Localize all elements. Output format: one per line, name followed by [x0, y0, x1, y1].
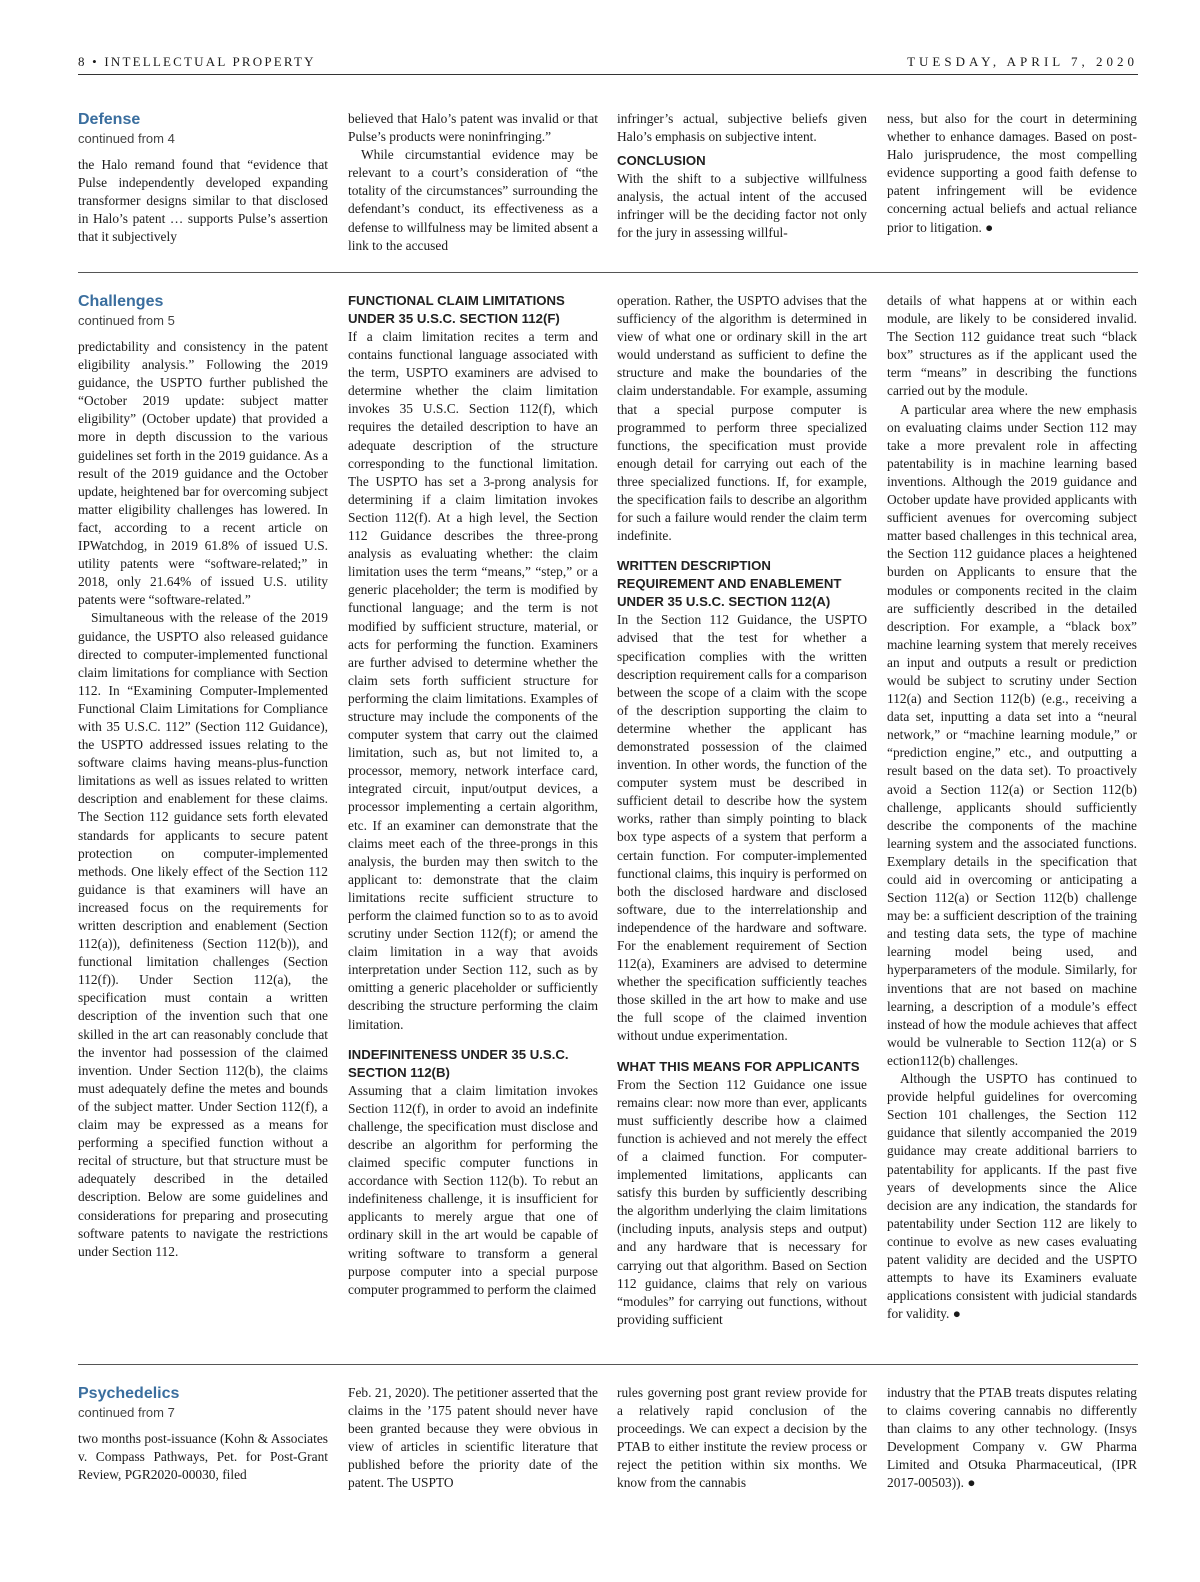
- defense-column-1: [78, 110, 328, 246]
- psychedelics-title: Psychedelics: [78, 1385, 180, 1402]
- challenges-col3-p1: operation. Rather, the USPTO advises that the sufficiency of the algorithm is determined in view of what one or ordinary skill in the art would understand as sufficient to define the structure and make the boundaries of the claim understandable. For example, assuming that a special purpose computer is programmed to perform three specialized functions, the specification must provide enough detail for carrying out each of the three specialized functions. If, for example, the specification fails to describe an algorithm for such a failure would render the claim term indefinite.: [617, 293, 867, 544]
- psychedelics-column-4: [887, 1384, 1137, 1493]
- psychedelics-column-2: [348, 1384, 598, 1493]
- challenges-title: Challenges: [78, 293, 164, 310]
- challenges-col4-p2: A particular area where the new emphasis on evaluating claims under Section 112 may take a more prevalent role in affecting patentability is in machine learning based inventions. Although the 2019 guidance and October update have provided applicants with sufficient avenues for overcoming subject matter based challenges in this technical area, the Section 112 guidance places a heightened burden on Applicants to ensure that the modules or components recited in the claim are sufficiently described in the detailed description. For example, a “black box” machine learning system that merely receives an input and outputs a result or prediction would be subject to scrutiny under Section 112(a) and Section 112(b) (e.g., receiving a data set, inputting a data set into a “neural network,” or “machine learning module,” or “prediction engine,” etc., and outputting a result based on the data set). To proactively avoid a Section 112(a) or Section 112(b) challenge, applicants should sufficiently describe the components of the machine learning system and the associated functions. Exemplary details in the specification that could aid in overcoming or anticipating a Section 112(a) or Section 112(b) challenge may be: a sufficient description of the training and testing data sets, the type of machine learning model being used, and hyperparameters of the module. Similarly, for inventions that are not based on machine learning, a description of a module’s effect instead of how the module achieves that affect would be vulnerable to Section 112(a) or S ection112(b) challenges.: [887, 401, 1137, 1068]
- defense-col4-text: ness, but also for the court in determining whether to enhance damages. Based on post-Halo jurisprudence, the most compelling evidence supporting a good faith defense to patent infringement will be evidence concerning actual beliefs and actual reliance prior to litigation. ●: [887, 111, 1137, 235]
- defense-col2-p2: While circumstantial evidence may be relevant to a court’s consideration of “the totality of the circumstances” surrounding the defendant’s conduct, its effectiveness as a defense to willfulness may be limited absent a link to the accused: [348, 147, 598, 253]
- defense-col3-p2: With the shift to a subjective willfulness analysis, the actual intent of the accused infringer will be the deciding factor not only for the jury in assessing willful-: [617, 171, 867, 241]
- psychedelics-col2-text: Feb. 21, 2020). The petitioner asserted that the claims in the ’175 patent should never have been granted because they were obvious in view of articles in scientific literature that published before the priority date of the patent. The USPTO: [348, 1385, 598, 1491]
- challenges-column-4: [887, 292, 1137, 1323]
- challenges-col2-p1: If a claim limitation recites a term and contains functional language associated with the term, USPTO examiners are advised to determine whether the claim limitation invokes 35 U.S.C. Section 112(f), which requires the detailed description to have an adequate description of the structure corresponding to the functional limitation. The USPTO has set a 3-prong analysis for determining if a claim limitation invokes Section 112(f). At a high level, the Section 112 Guidance describes the three-prong analysis as evaluating whether: the claim limitation uses the term “means,” “step,” or a generic placeholder; the term is modified by functional language; and the term is not modified by sufficient structure, material, or acts for performing the function. Examiners are further advised to determine whether the claim sets forth sufficient structure for performing the claim limitations. Examples of structure may include the components of the computer system that carry out the claimed limitation, such as, but not limited to, a processor, memory, network interface card, integrated circuit, input/output devices, a processor implementing a certain algorithm, etc. If an examiner can demonstrate that the claims meet each of the three-prongs in this analysis, the burden may then switch to the applicant to: demonstrate that the claim limitations recite sufficient structure to perform the claimed function so to as to avoid scrutiny under Section 112(f); or amend the claim limitation in a way that avoids interpretation under Section 112, such as by omitting a generic placeholder or sufficiently describing the structure performing the claim limitation.: [348, 329, 598, 1032]
- challenges-column-2: [348, 292, 598, 1299]
- challenges-col2-p2: Assuming that a claim limitation invokes Section 112(f), in order to avoid an indefinite challenge, the specification must disclose and describe an algorithm for performing the claimed specific computer functions in accordance with Section 112(b). To rebut an indefiniteness challenge, it is insufficient for applicants to merely argue that one of ordinary skill in the art would be capable of writing software to transform a general purpose computer into a special purpose computer programmed to perform the claimed: [348, 1082, 598, 1297]
- psychedelics-column-3: [617, 1384, 867, 1493]
- challenges-col4-p3: Although the USPTO has continued to provide helpful guidelines for overcoming Section 101 challenges, the Section 112 guidance that silently accompanied the 2019 guidance may create additional barriers to patentability for applicants. If the past five years of developments since the Alice decision are any indication, the standards for patentability under Section 112 are likely to continue to evolve as new cases evaluating patent validity are decided and the USPTO attempts to have its Examiners evaluate applications consistent with judicial standards for validity. ●: [887, 1071, 1137, 1322]
- challenges-col1-p2: Simultaneous with the release of the 2019 guidance, the USPTO also released guidance directed to computer-implemented functional claim limitations for compliance with Section 112. In “Examining Computer-Implemented Functional Claim Limitations for Compliance with 35 U.S.C. 112” (Section 112 Guidance), the USPTO addressed issues relating to the software claims having means-plus-function limitations as well as issues related to written description and enablement for these claims. The Section 112 guidance sets forth elevated standards for applicants to secure patent protection on computer-implemented methods. One likely effect of the Section 112 guidance is that examiners will have an increased focus on the requirements for written description and enablement (Section 112(a)), definiteness (Section 112(b)), and functional limitation challenges (Section 112(f)). Under Section 112(a), the specification must contain a written description of the invention such that one skilled in the art can reasonably conclude that the inventor had possession of the claimed invention. Under Section 112(b), the claims must adequately define the metes and bounds of the subject matter. Under Section 112(f), a claim may be expressed as a means for performing a specified function without a recital of structure, but that structure must be adequately described in the detailed description. Below are some guidelines and considerations for preparing and prosecuting software patents to navigate the restrictions under Section 112.: [78, 610, 328, 1259]
- defense-col1-text: the Halo remand found that “evidence that Pulse independently developed expanding transformer designs similar to that disclosed in Halo’s patent … supports Pulse’s assertion that it subjectively: [78, 157, 328, 245]
- challenges-column-3: [617, 292, 867, 1329]
- applicants-heading: WHAT THIS MEANS FOR APPLICANTS: [617, 1058, 860, 1074]
- defense-column-2: [348, 110, 598, 255]
- psychedelics-continued: continued from 7: [78, 1405, 175, 1420]
- defense-title: Defense: [78, 111, 141, 128]
- written-description-heading: WRITTEN DESCRIPTION REQUIREMENT AND ENABLEMENT UNDER 35 U.S.C. SECTION 112(A): [617, 558, 842, 610]
- indefiniteness-heading: INDEFINITENESS UNDER 35 U.S.C. SECTION 112(B): [348, 1046, 569, 1080]
- page-header: [78, 52, 1138, 75]
- psychedelics-col1-text: two months post-issuance (Kohn & Associates v. Compass Pathways, Pet. for Post-Grant Review, PGR2020-00030, filed: [78, 1431, 328, 1483]
- header-date: TUESDAY, APRIL 7, 2020: [907, 54, 1138, 69]
- defense-column-4: [887, 110, 1137, 237]
- section-divider: [78, 272, 1138, 273]
- functional-claim-heading: FUNCTIONAL CLAIM LIMITATIONS UNDER 35 U.S.C. SECTION 112(F): [348, 293, 565, 326]
- psychedelics-col4-text: industry that the PTAB treats disputes relating to claims covering cannabis no differently than claims to any other technology. (Insys Development Company v. GW Pharma Limited and Otsuka Pharmaceutical, (IPR 2017-00503)). ●: [887, 1385, 1137, 1491]
- challenges-col4-p1: details of what happens at or within each module, are likely to be considered invalid. The Section 112 guidance treat such “black box” structures as if the applicant used the term “means” in describing the functions carried out by the module.: [887, 293, 1137, 399]
- defense-col2-p1: believed that Halo’s patent was invalid or that Pulse’s products were noninfringing.”: [348, 111, 598, 145]
- header-section-label: 8 • INTELLECTUAL PROPERTY: [78, 54, 316, 69]
- psychedelics-col3-text: rules governing post grant review provide for a relatively rapid conclusion of the proceedings. We can expect a decision by the PTAB to either institute the review process or reject the petition within six months. We know from the cannabis: [617, 1385, 867, 1491]
- defense-continued: continued from 4: [78, 131, 175, 146]
- defense-column-3: [617, 110, 867, 243]
- defense-col3-p1: infringer’s actual, subjective beliefs given Halo’s emphasis on subjective intent.: [617, 111, 867, 145]
- challenges-column-1: [78, 292, 328, 1261]
- challenges-col3-p2: In the Section 112 Guidance, the USPTO advised that the test for whether a specification complies with the written description requirement calls for a comparison between the scope of a claim with the scope of the description supporting the claim to determine whether the applicant has demonstrated possession of the claimed invention. In other words, the function of the computer system must be described in sufficient detail to describe how the system works, rather than simply pointing to black box type aspects of a system that perform a certain function. For computer-implemented functional claims, this inquiry is performed on both the disclosed hardware and disclosed software, due to the interrelationship and independence of the hardware and software. For the enablement requirement of Section 112(a), Examiners are advised to determine whether the specification sufficiently teaches those skilled in the art how to make and use the full scope of the claimed invention without undue experimentation.: [617, 612, 867, 1044]
- section-divider: [78, 1364, 1138, 1365]
- psychedelics-column-1: [78, 1384, 328, 1484]
- challenges-col3-p3: From the Section 112 Guidance one issue remains clear: now more than ever, applicants must sufficiently describe how a claimed function is achieved and not merely the effect of a claimed function. For computer-implemented limitations, applicants can satisfy this burden by sufficiently describing the algorithm underlying the claim limitations (including inputs, analysis steps and output) and any hardware that is necessary for carrying out that algorithm. Based on Section 112 guidance, claims that rely on various “modules” for carrying out functions, without providing sufficient: [617, 1076, 867, 1327]
- challenges-col1-p1: predictability and consistency in the patent eligibility analysis.” Following the 2019 guidance, the USPTO further published the “October 2019 update: subject matter eligibility” (October update) that provided a more in depth discussion to the various guidelines set forth in the 2019 guidance. As a result of the 2019 guidance and the October update, heightened bar for overcoming subject matter eligibility challenges has lowered. In fact, according to a recent article on IPWatchdog, in 2019 61.8% of issued U.S. utility patents were “software-related;” in 2018, only 21.64% of issued U.S. utility patents were “software-related.”: [78, 339, 328, 608]
- challenges-continued: continued from 5: [78, 313, 175, 328]
- defense-conclusion-heading: CONCLUSION: [617, 153, 706, 169]
